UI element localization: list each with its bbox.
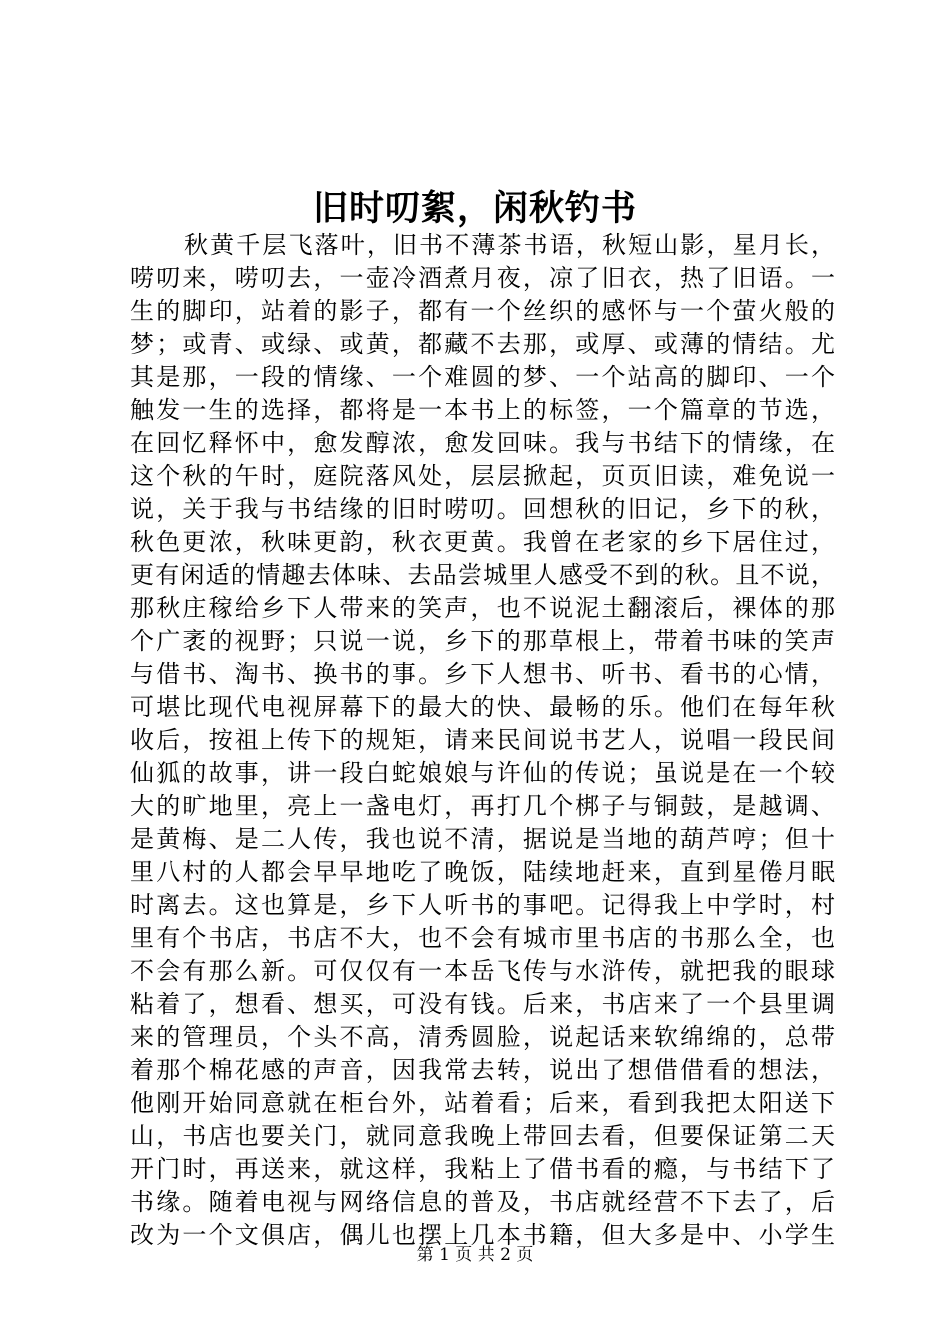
paragraph-line: 生的脚印，站着的影子，都有一个丝织的感怀与一个萤火般的 [130,297,835,325]
paragraph-line: 说，关于我与书结缘的旧时唠叨。回想秋的旧记，乡下的秋， [130,495,835,523]
paragraph-line: 粘着了，想看、想买，可没有钱。后来，书店来了一个县里调 [130,990,835,1018]
paragraph-line: 秋色更浓，秋味更韵，秋衣更黄。我曾在老家的乡下居住过， [130,528,835,556]
paragraph-line: 着那个棉花感的声音，因我常去转，说出了想借借看的想法， [130,1056,835,1084]
paragraph-line: 开门时，再送来，就这样，我粘上了借书看的瘾，与书结下了 [130,1155,835,1183]
paragraph-line: 里八村的人都会早早地吃了晚饭，陆续地赶来，直到星倦月眠 [130,858,835,886]
paragraph-line: 这个秋的午时，庭院落风处，层层掀起，页页旧读，难免说一 [130,462,835,490]
paragraph-line: 唠叨来，唠叨去，一壶冷酒煮月夜，凉了旧衣，热了旧语。一 [130,264,835,292]
paragraph-line: 不会有那么新。可仅仅有一本岳飞传与水浒传，就把我的眼球 [130,957,835,985]
paragraph-line: 个广袤的视野；只说一说，乡下的那草根上，带着书味的笑声 [130,627,835,655]
page-number-footer: 第 1 页 共 2 页 [416,1245,534,1265]
paragraph-line: 来的管理员，个头不高，清秀圆脸，说起话来软绵绵的，总带 [130,1023,835,1051]
paragraph-line: 时离去。这也算是，乡下人听书的事吧。记得我上中学时，村 [130,891,835,919]
paragraph-line: 秋黄千层飞落叶，旧书不薄茶书语，秋短山影，星月长， [184,231,835,259]
paragraph-line: 在回忆释怀中，愈发醇浓，愈发回味。我与书结下的情缘，在 [130,429,835,457]
paragraph-line: 触发一生的选择，都将是一本书上的标签，一个篇章的节选， [130,396,835,424]
paragraph-line: 山，书店也要关门，就同意我晚上带回去看，但要保证第二天 [130,1122,835,1150]
paragraph-line: 可堪比现代电视屏幕下的最大的快、最畅的乐。他们在每年秋 [130,693,835,721]
paragraph-line: 仙狐的故事，讲一段白蛇娘娘与许仙的传说；虽说是在一个较 [130,759,835,787]
paragraph-line: 书缘。随着电视与网络信息的普及，书店就经营不下去了，后 [130,1188,835,1216]
body-paragraph [130,229,835,1252]
paragraph-line: 是黄梅、是二人传，我也说不清，据说是当地的葫芦哼；但十 [130,825,835,853]
paragraph-line: 大的旷地里，亮上一盏电灯，再打几个梆子与铜鼓，是越调、 [130,792,835,820]
paragraph-line: 梦；或青、或绿、或黄，都藏不去那，或厚、或薄的情结。尤 [130,330,835,358]
paragraph-line: 收后，按祖上传下的规矩，请来民间说书艺人，说唱一段民间 [130,726,835,754]
paragraph-line: 与借书、淘书、换书的事。乡下人想书、听书、看书的心情， [130,660,835,688]
paragraph-line: 改为一个文俱店，偶儿也摆上几本书籍，但大多是中、小学生 [130,1221,835,1249]
paragraph-line: 那秋庄稼给乡下人带来的笑声，也不说泥土翻滚后，裸体的那 [130,594,835,622]
paragraph-line: 其是那，一段的情缘、一个难圆的梦、一个站高的脚印、一个 [130,363,835,391]
paragraph-line: 更有闲适的情趣去体味、去品尝城里人感受不到的秋。且不说， [130,561,835,589]
paragraph-line: 他刚开始同意就在柜台外，站着看；后来，看到我把太阳送下 [130,1089,835,1117]
paragraph-line: 里有个书店，书店不大，也不会有城市里书店的书那么全，也 [130,924,835,952]
page-title: 旧时叨絮，闲秋钓书 [312,188,637,229]
